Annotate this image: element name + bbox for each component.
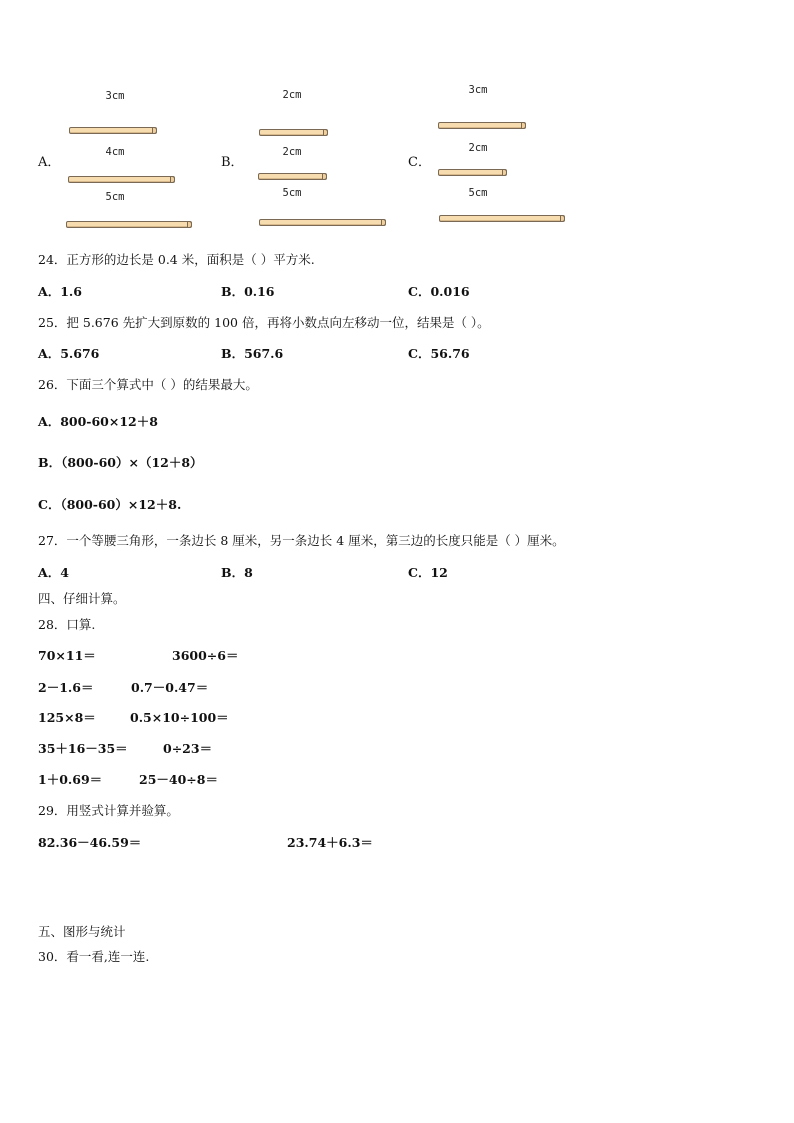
question-24-stem: 24．正方形的边长是 0.4 米，面积是（ ）平方米. xyxy=(38,252,315,267)
oral-calc-item: 0÷23＝ xyxy=(163,741,213,756)
oral-calc-item: 1＋0.69＝ xyxy=(38,772,103,787)
stick-bar xyxy=(439,215,565,222)
option-letter: B． xyxy=(221,155,244,170)
q24-option-a: A．1.6 xyxy=(38,284,82,299)
q26-option-c: C．（800-60）×12＋8. xyxy=(38,497,182,512)
stick-label: 5cm xyxy=(468,187,488,199)
stick-label: 3cm xyxy=(105,90,125,102)
section-4-title: 四、仔细计算。 xyxy=(38,591,126,606)
oral-calc-item: 0.5×10÷100＝ xyxy=(130,710,229,725)
q27-option-a: A．4 xyxy=(38,565,69,580)
stick-label: 5cm xyxy=(282,187,302,199)
q26-option-b: B．（800-60）×（12＋8） xyxy=(38,455,203,470)
stick-bar xyxy=(259,129,328,136)
stick-label: 3cm xyxy=(468,84,488,96)
question-30-stem: 30．看一看,连一连. xyxy=(38,949,150,964)
oral-calc-item: 3600÷6＝ xyxy=(172,648,239,663)
vertical-calc-item: 23.74＋6.3＝ xyxy=(287,835,373,850)
section-5-title: 五、图形与统计 xyxy=(38,924,126,939)
oral-calc-item: 125×8＝ xyxy=(38,710,96,725)
q24-option-b: B．0.16 xyxy=(221,284,275,299)
oral-calc-item: 35＋16－35＝ xyxy=(38,741,128,756)
question-26-stem: 26．下面三个算式中（ ）的结果最大。 xyxy=(38,377,258,392)
q26-option-a: A．800-60×12＋8 xyxy=(38,414,158,429)
stick-bar xyxy=(258,173,327,180)
oral-calc-item: 0.7－0.47＝ xyxy=(131,680,209,695)
q25-option-c: C．56.76 xyxy=(408,346,470,361)
q27-option-b: B．8 xyxy=(221,565,253,580)
stick-label: 2cm xyxy=(468,142,488,154)
stick-label: 5cm xyxy=(105,191,125,203)
vertical-calc-item: 82.36－46.59＝ xyxy=(38,835,142,850)
stick-label: 2cm xyxy=(282,146,302,158)
stick-label: 4cm xyxy=(105,146,125,158)
q24-option-c: C．0.016 xyxy=(408,284,470,299)
question-25-stem: 25．把 5.676 先扩大到原数的 100 倍，再将小数点向左移动一位，结果是（ ）。 xyxy=(38,315,490,330)
stick-bar xyxy=(438,169,507,176)
oral-calc-item: 2－1.6＝ xyxy=(38,680,94,695)
stick-label: 2cm xyxy=(282,89,302,101)
stick-bar xyxy=(66,221,192,228)
question-29-stem: 29．用竖式计算并验算。 xyxy=(38,803,179,818)
q25-option-b: B．567.6 xyxy=(221,346,284,361)
stick-bar xyxy=(259,219,386,226)
option-letter: A． xyxy=(38,155,61,170)
option-letter: C． xyxy=(408,155,431,170)
stick-bar xyxy=(69,127,157,134)
stick-bar xyxy=(438,122,526,129)
question-28-stem: 28．口算. xyxy=(38,617,96,632)
stick-bar xyxy=(68,176,175,183)
q25-option-a: A．5.676 xyxy=(38,346,100,361)
oral-calc-item: 70×11＝ xyxy=(38,648,96,663)
oral-calc-item: 25－40÷8＝ xyxy=(139,772,218,787)
question-27-stem: 27．一个等腰三角形，一条边长 8 厘米，另一条边长 4 厘米，第三边的长度只能是（ ）厘米。 xyxy=(38,533,565,548)
q27-option-c: C．12 xyxy=(408,565,448,580)
